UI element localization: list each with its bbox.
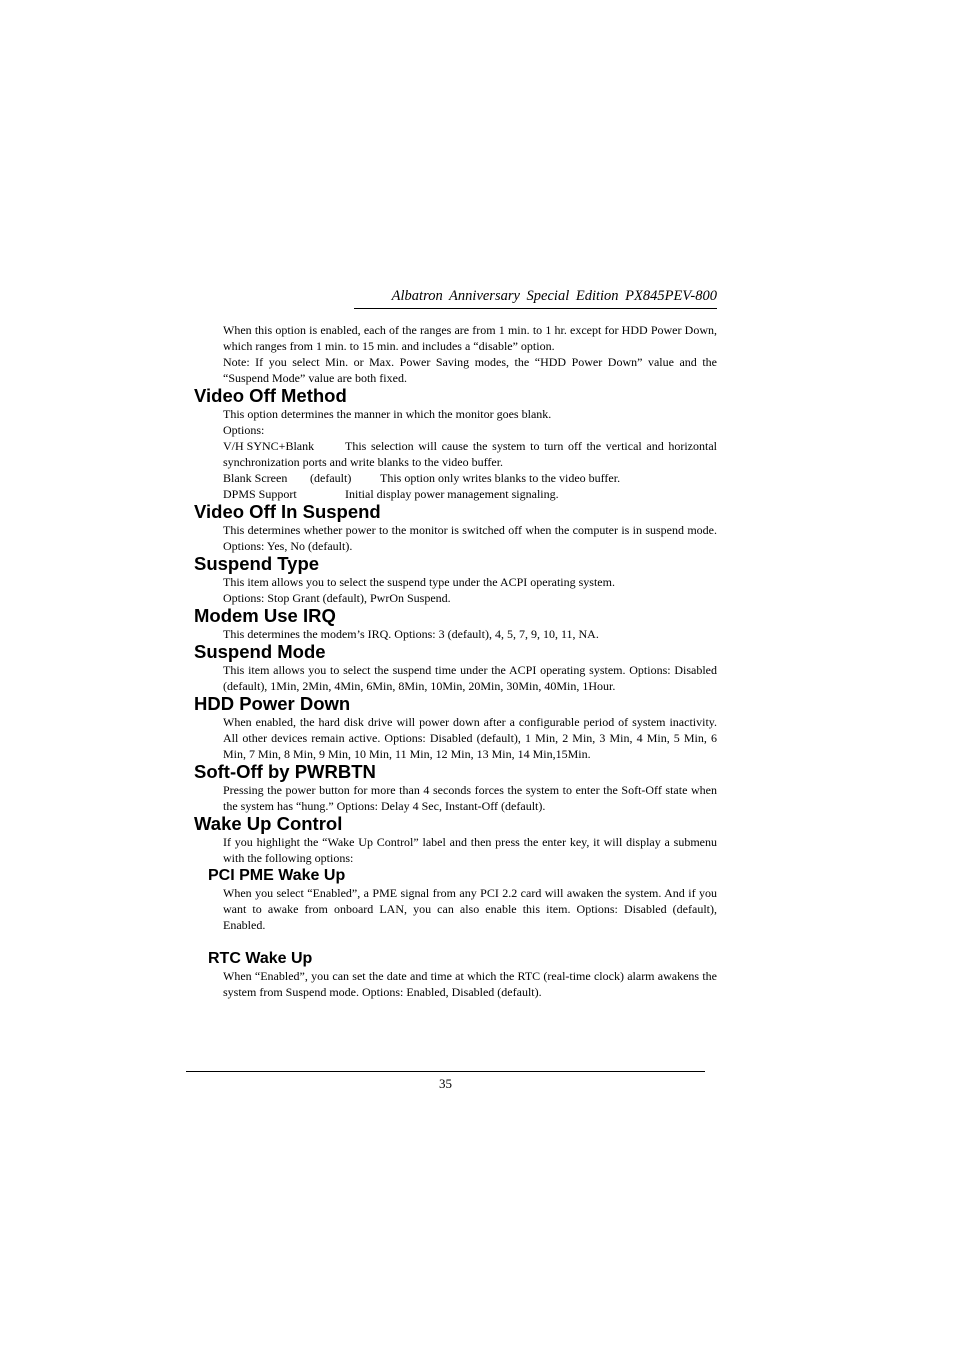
option-desc: This selection will cause the system to turn off the vertical and horizontal synchronization ports and write blanks to the video buffer. <box>223 439 717 469</box>
intro-paragraph: When this option is enabled, each of the ranges are from 1 min. to 1 hr. except for HDD Power Down, which ranges from 1 min. to 15 min. and includes a “disable” option. <box>223 323 717 353</box>
heading-hdd-power-down: HDD Power Down <box>194 693 351 714</box>
suspend-mode-desc: This item allows you to select the suspend time under the ACPI operating system. Options: Disabled (default), 1Min, 2Min, 4Min, 6Min, 8Min, 10Min, 20Min, 30Min, 40Min, 1Hour. <box>223 663 717 693</box>
video-off-option-blank-screen <box>223 470 717 486</box>
heading-wake-up-control: Wake Up Control <box>194 813 343 834</box>
option-desc: This option only writes blanks to the video buffer. <box>380 471 621 485</box>
option-name: DPMS Support <box>223 487 297 501</box>
heading-modem-use-irq: Modem Use IRQ <box>194 605 336 626</box>
wake-up-control-desc: If you highlight the “Wake Up Control” label and then press the enter key, it will display a submenu with the following options: <box>223 835 717 865</box>
suspend-type-desc: This item allows you to select the suspend type under the ACPI operating system. <box>223 575 615 589</box>
suspend-type-options: Options: Stop Grant (default), PwrOn Suspend. <box>223 591 451 605</box>
hdd-power-down-desc: When enabled, the hard disk drive will power down after a configurable period of system inactivity. All other devices remain active. Options: Disabled (default), 1 Min, 2 Min, 3 Min, 4 Min, 5 Min, 6 Min, 7 Min, 8 Min, 9 Min, 10 Min, 11 Min, 12 Min, 13 Min, 14 Min,15Min. <box>223 715 717 761</box>
running-header: Albatron Anniversary Special Edition PX845PEV-800 <box>354 287 717 309</box>
video-off-option-dpms <box>223 486 717 502</box>
heading-soft-off: Soft-Off by PWRBTN <box>194 761 376 782</box>
section-gap <box>194 933 717 949</box>
option-desc: Initial display power management signaling. <box>345 487 559 501</box>
heading-video-off-in-suspend: Video Off In Suspend <box>194 501 381 522</box>
video-off-method-desc: This option determines the manner in which the monitor goes blank. <box>223 407 552 421</box>
intro-note: Note: If you select Min. or Max. Power Saving modes, the “HDD Power Down” value and the “Suspend Mode” value are both fixed. <box>223 355 717 385</box>
option-name: V/H SYNC+Blank <box>223 439 315 453</box>
video-off-in-suspend-desc: This determines whether power to the monitor is switched off when the computer is in suspend mode. Options: Yes, No (default). <box>223 523 717 553</box>
pci-pme-wake-up-desc: When you select “Enabled”, a PME signal from any PCI 2.2 card will awaken the system. And if you want to awake from onboard LAN, you can also enable this item. Options: Disabled (default), Enabled. <box>223 886 717 932</box>
modem-use-irq-desc: This determines the modem’s IRQ. Options: 3 (default), 4, 5, 7, 9, 10, 11, NA. <box>223 627 599 641</box>
option-default: (default) <box>310 471 352 485</box>
video-off-method-options-label: Options: <box>223 423 265 437</box>
option-name: Blank Screen <box>223 471 288 485</box>
heading-suspend-type: Suspend Type <box>194 553 320 574</box>
footer-rule <box>186 1071 705 1072</box>
page-number: 35 <box>439 1076 452 1091</box>
heading-suspend-mode: Suspend Mode <box>194 641 326 662</box>
video-off-option-vh-sync <box>223 438 717 470</box>
heading-rtc-wake-up: RTC Wake Up <box>208 950 313 967</box>
heading-pci-pme-wake-up: PCI PME Wake Up <box>208 867 346 884</box>
rtc-wake-up-desc: When “Enabled”, you can set the date and time at which the RTC (real-time clock) alarm awakens the system from Suspend mode. Options: Enabled, Disabled (default). <box>223 969 717 999</box>
heading-video-off-method: Video Off Method <box>194 385 347 406</box>
page-content <box>194 322 717 1000</box>
soft-off-desc: Pressing the power button for more than 4 seconds forces the system to enter the Soft-Off state when the system has “hung.” Options: Delay 4 Sec, Instant-Off (default). <box>223 783 717 813</box>
